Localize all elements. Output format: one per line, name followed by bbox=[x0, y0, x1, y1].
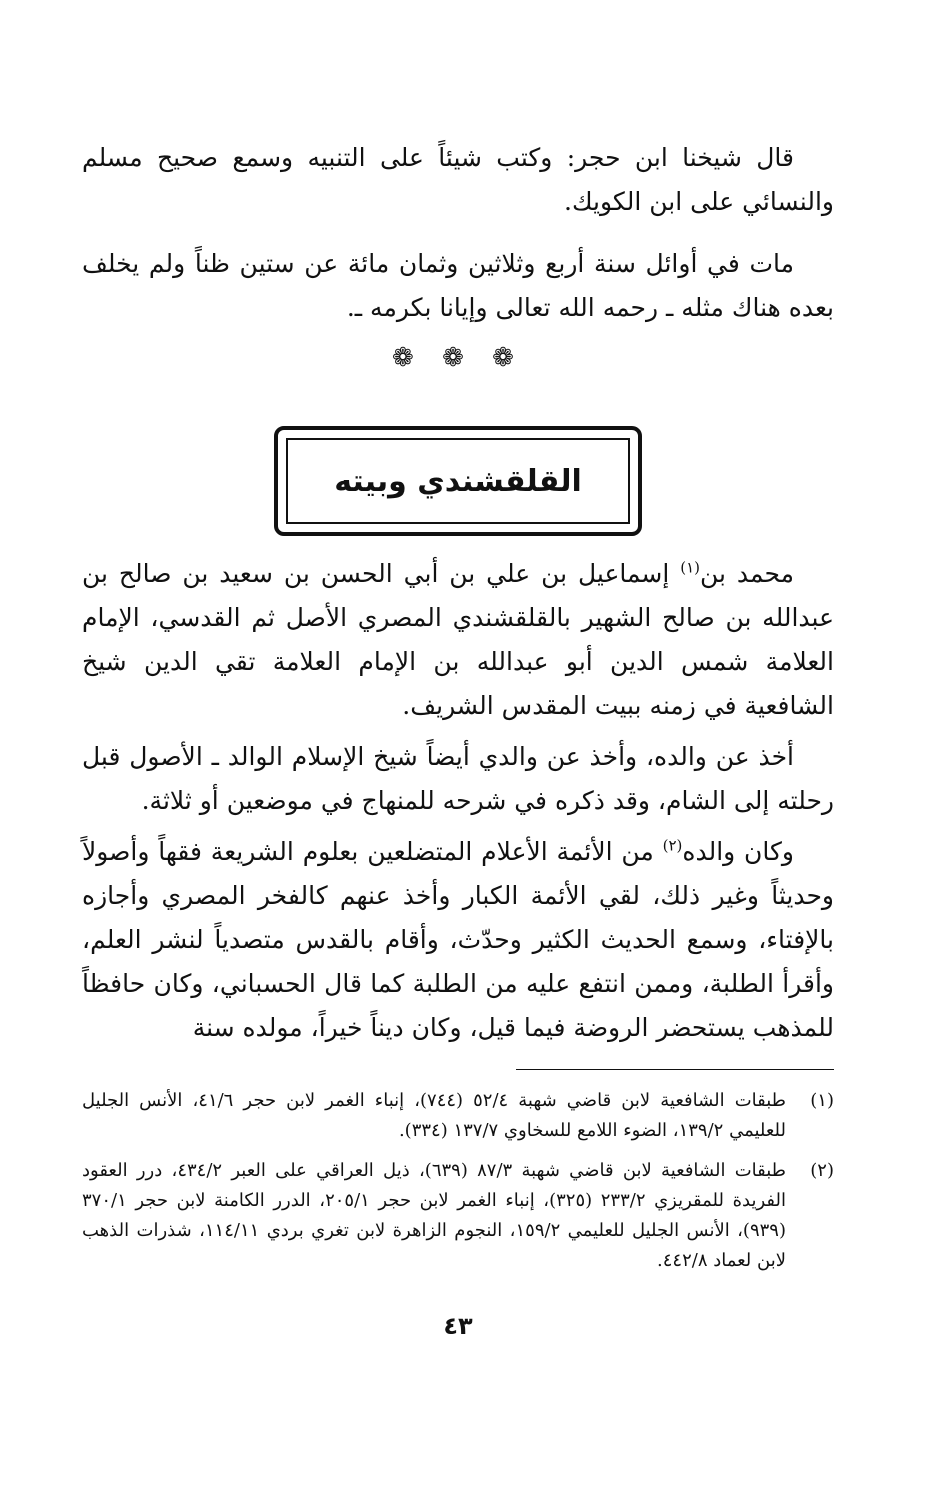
page-number: ٤٣ bbox=[443, 1312, 473, 1340]
paragraph-studies: أخذ عن والده، وأخذ عن والدي أيضاً شيخ الإسلام الوالد ـ الأصول قبل رحلته إلى الشام، وقد ذكره في شرحه للمنهاج في موضعين أو ثلاثة. bbox=[82, 742, 834, 815]
father-start: وكان والده bbox=[682, 837, 795, 866]
footnote-2-number: (٢) bbox=[810, 1160, 834, 1181]
footnote-1-text: طبقات الشافعية لابن قاضي شهبة ٥٢/٤ (٧٤٤)، إنباء الغمر لابن حجر ٤١/٦، الأنس الجليل للعليمي ١٣٩/٢، الضوء اللامع للسخاوي ١٣٧/٧ (٣٣٤). bbox=[82, 1090, 787, 1141]
section-title-frame bbox=[274, 426, 642, 536]
footnote-2-text: طبقات الشافعية لابن قاضي شهبة ٨٧/٣ (٦٣٩)، ذيل العراقي على العبر ٤٣٤/٢، درر العقود الفريدة للمقريزي ٢٣٣/٢ (٣٢٥)، إنباء الغمر لابن حجر ٢٠٥/١، الدرر الكامنة لابن حجر ٣٧٠/١ (٩٣٩)، الأنس الجليل للعليمي ١٥٩/٢، النجوم الزاهرة لابن تغري بردي ١١٤/١١، شذرات الذهب لابن لعماد ٤٤٢/٨. bbox=[82, 1160, 787, 1271]
book-page bbox=[82, 0, 834, 1489]
section-title: القلقشندي وبيته bbox=[334, 463, 582, 499]
footnote-1 bbox=[82, 1086, 834, 1146]
paragraph-father bbox=[82, 830, 834, 1050]
footnote-1-number: (١) bbox=[810, 1090, 834, 1111]
section-title-inner-frame bbox=[286, 438, 630, 524]
footnote-ref-2[interactable]: (٢) bbox=[662, 836, 683, 855]
footnote-separator bbox=[516, 1069, 834, 1070]
footnote-ref-1[interactable]: (١) bbox=[680, 558, 701, 577]
ornament-divider: ❁ ❁ ❁ bbox=[392, 343, 524, 373]
footnote-2 bbox=[82, 1156, 834, 1276]
father-rest: من الأئمة الأعلام المتضلعين بعلوم الشريعة فقهاً وأصولاً وحديثاً وغير ذلك، لقي الأئمة الكبار وأخذ عنهم كالفخر المصري وأجازه بالإفتاء، وسمع الحديث الكثير وحدّث، وأقام بالقدس متصدياً لنشر العلم، وأقرأ الطلبة، وممن انتفع عليه من الطلبة كما قال الحسباني، وكان حافظاً للمذهب يستحضر الروضة فيما قيل، وكان ديناً خيراً، مولده سنة bbox=[82, 837, 834, 1042]
bio-rest: إسماعيل بن علي بن أبي الحسن بن سعيد بن صالح بن عبدالله بن صالح الشهير بالقلقشندي المصري الأصل ثم القدسي، الإمام العلامة شمس الدين أبو عبدالله بن الإمام العلامة تقي الدين شيخ الشافعية في زمنه ببيت المقدس الشريف. bbox=[82, 559, 834, 720]
paragraph-biography bbox=[82, 552, 834, 728]
bio-start: محمد بن bbox=[700, 559, 795, 588]
paragraph-death: مات في أوائل سنة أربع وثلاثين وثمان مائة عن ستين ظناً ولم يخلف بعده هناك مثله ـ رحمه الله تعالى وإيانا بكرمه ـ. bbox=[82, 249, 834, 322]
paragraph-ibn-hajar: قال شيخنا ابن حجر: وكتب شيئاً على التنبيه وسمع صحيح مسلم والنسائي على ابن الكويك. bbox=[82, 143, 834, 216]
